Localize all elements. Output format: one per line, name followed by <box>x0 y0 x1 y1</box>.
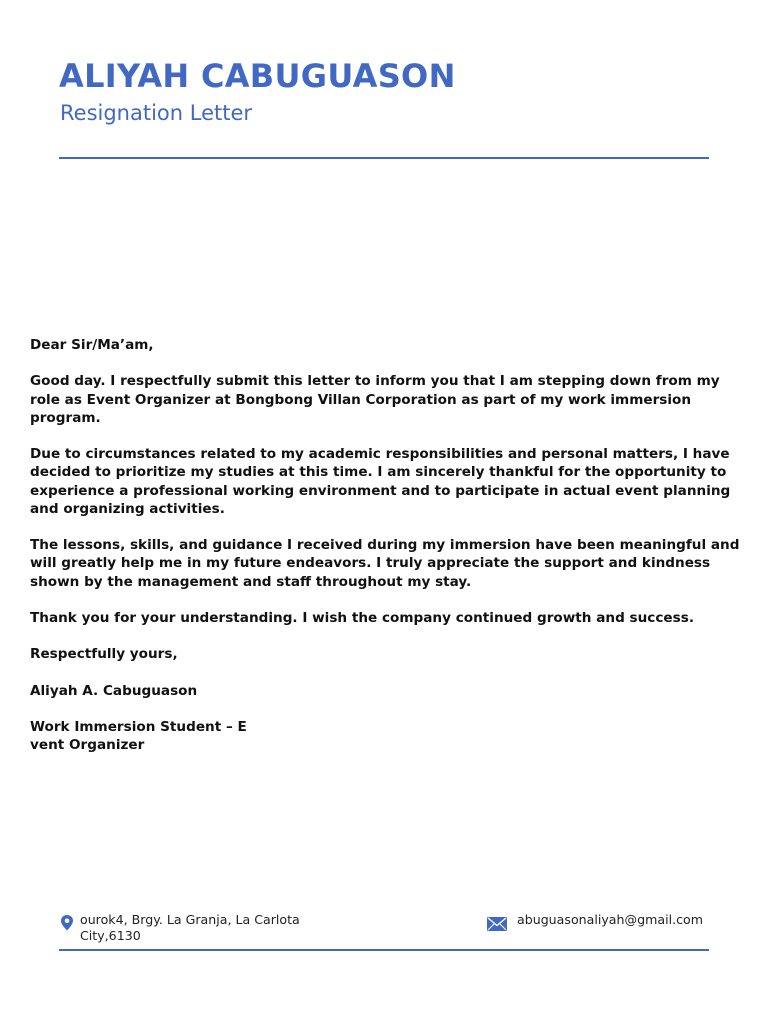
paragraph-intro: Good day. I respectfully submit this letter to inform you that I am stepping down from my role as Event Organizer at Bongbong Villan Corporation as part of my work immersion program. <box>30 373 720 426</box>
letter-body <box>30 336 742 773</box>
signature-name: Aliyah A. Cabuguason <box>30 682 198 699</box>
location-pin-icon <box>59 914 75 932</box>
paragraph-closing-thanks: Thank you for your understanding. I wish the company continued growth and success. <box>30 609 694 626</box>
envelope-icon <box>486 916 508 932</box>
document-title: Resignation Letter <box>60 101 253 125</box>
header-divider <box>59 157 709 159</box>
salutation: Dear Sir/Ma’am, <box>30 337 154 353</box>
email-address[interactable]: abuguasonaliyah@gmail.com <box>517 912 703 927</box>
paragraph-gratitude: The lessons, skills, and guidance I received during my immersion have been meaningful and will greatly help me in my future endeavors. I truly appreciate the support and kindness shown by the management and staff throughout my stay. <box>30 537 740 590</box>
author-name: ALIYAH CABUGUASON <box>59 57 456 95</box>
footer-address <box>59 912 300 944</box>
footer-divider <box>59 949 709 951</box>
address-text: ourok4, Brgy. La Granja, La Carlota City,6130 <box>80 912 300 943</box>
paragraph-reason: Due to circumstances related to my academic responsibilities and personal matters, I have decided to prioritize my studies at this time. I am sincerely thankful for the opportunity to experience a professional working environment and to participate in actual event planning and organizing activities. <box>30 446 731 517</box>
closing: Respectfully yours, <box>30 646 178 663</box>
signature-title: Work Immersion Student – Event Organizer <box>30 719 247 754</box>
footer-email <box>486 912 703 932</box>
